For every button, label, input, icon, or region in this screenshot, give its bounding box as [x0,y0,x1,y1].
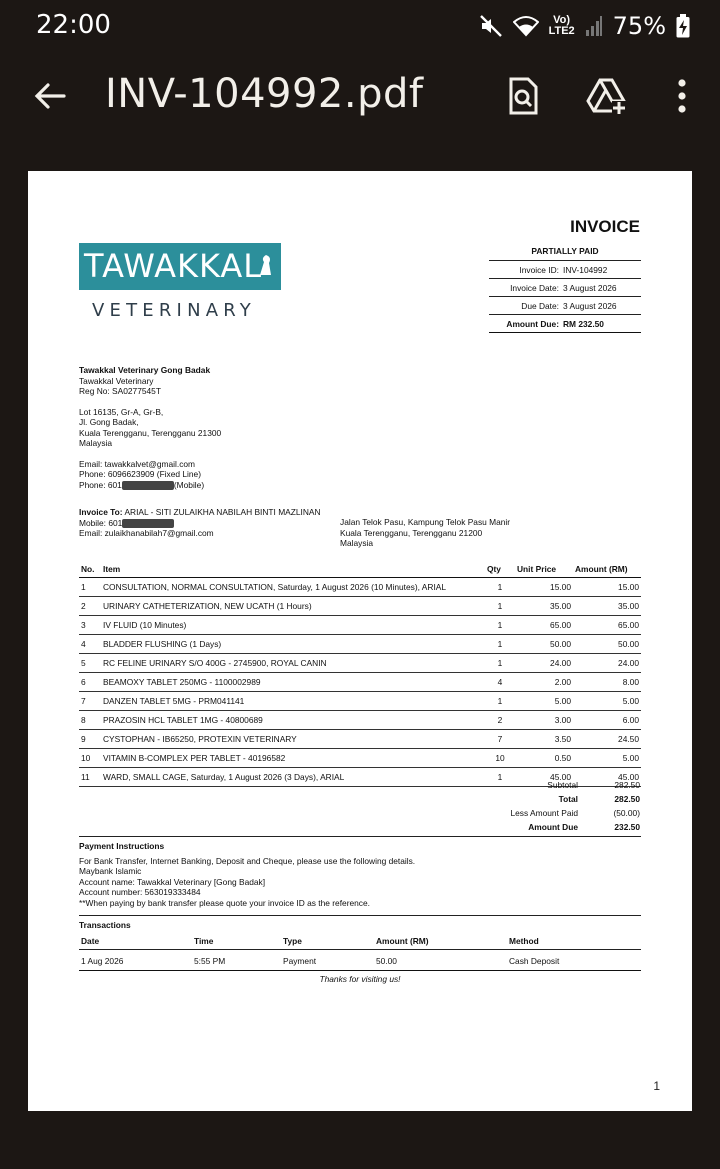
divider [79,915,641,916]
cell-no: 7 [79,692,101,711]
app-bar [0,56,720,136]
document-title: INV-104992.pdf [105,71,424,117]
transaction-row: 1 Aug 2026 5:55 PM Payment 50.00 Cash Deposit [79,950,641,971]
status-time: 22:00 [36,10,111,40]
add-to-drive-icon[interactable] [584,74,628,118]
battery-charging-icon [676,14,690,38]
transactions-header: Date Time Type Amount (RM) Method [79,933,641,950]
bird-icon [257,253,275,277]
clinic-phone-fixed: Phone: 6096623909 (Fixed Line) [79,469,201,479]
cell-item: CONSULTATION, NORMAL CONSULTATION, Saturday, 1 August 2026 (10 Minutes), ARIAL [101,578,485,597]
bill-to: Invoice To: ARIAL - SITI ZULAIKHA NABILAH BINTI MAZLINAN Mobile: 601 Email: zulaikhanabilah7@gmail.com [79,507,321,538]
customer-address: Jalan Telok Pasu, Kampung Telok Pasu Manir Kuala Terengganu, Terengganu 21200 Malaysia [340,517,511,548]
cell-amount: 5.00 [573,749,641,768]
back-arrow-icon[interactable] [30,76,70,116]
cell-no: 9 [79,730,101,749]
more-options-icon[interactable] [660,74,704,118]
items-header: No. Item Qty Unit Price Amount (RM) [79,560,641,578]
cell-no: 3 [79,616,101,635]
summary-row: Invoice ID: INV-104992 [489,261,641,279]
status-icons [479,12,690,40]
cell-no: 10 [79,749,101,768]
cell-unit: 35.00 [515,597,573,616]
cell-item: PRAZOSIN HCL TABLET 1MG - 40800689 [101,711,485,730]
cell-unit: 2.00 [515,673,573,692]
table-row [79,692,641,711]
cell-qty: 1 [485,578,515,597]
cell-qty: 1 [485,616,515,635]
cell-item: CYSTOPHAN - IB65250, PROTEXIN VETERINARY [101,730,485,749]
cell-qty: 4 [485,673,515,692]
table-row [79,616,641,635]
cell-item: BEAMOXY TABLET 250MG - 1100002989 [101,673,485,692]
cell-qty: 1 [485,635,515,654]
cell-item: RC FELINE URINARY S/O 400G - 2745900, ROYAL CANIN [101,654,485,673]
cell-no: 4 [79,635,101,654]
cell-qty: 1 [485,768,515,787]
cell-unit: 50.00 [515,635,573,654]
cell-item: WARD, SMALL CAGE, Saturday, 1 August 2026 (3 Days), ARIAL [101,768,485,787]
cell-amount: 45.00 [573,768,641,787]
cell-no: 5 [79,654,101,673]
table-row [79,654,641,673]
transactions-table [79,933,641,971]
cell-qty: 1 [485,692,515,711]
pdf-page [28,171,692,1111]
cell-amount: 65.00 [573,616,641,635]
summary-row-amount-due: Amount Due: RM 232.50 [489,315,641,333]
cell-amount: 24.50 [573,730,641,749]
wifi-icon [513,15,539,37]
divider [79,836,641,837]
table-row [79,597,641,616]
table-row [79,749,641,768]
cell-unit: 24.00 [515,654,573,673]
cell-unit: 3.00 [515,711,573,730]
signal-icon [585,16,603,36]
mute-icon [479,14,503,38]
table-row [79,711,641,730]
cell-no: 6 [79,673,101,692]
cell-amount: 35.00 [573,597,641,616]
cell-no: 2 [79,597,101,616]
find-in-document-icon[interactable] [500,74,544,118]
totals-row: Total 282.50 [558,794,640,804]
payment-status: PARTIALLY PAID [489,246,641,261]
cell-qty: 1 [485,597,515,616]
cell-qty: 1 [485,654,515,673]
cell-unit: 5.00 [515,692,573,711]
cell-qty: 7 [485,730,515,749]
cell-amount: 15.00 [573,578,641,597]
cell-item: URINARY CATHETERIZATION, NEW UCATH (1 Hours) [101,597,485,616]
cell-amount: 50.00 [573,635,641,654]
transactions-heading: Transactions [79,920,131,930]
cell-unit: 45.00 [515,768,573,787]
cell-amount: 8.00 [573,673,641,692]
totals-row: Amount Due 232.50 [528,822,640,832]
cell-qty: 2 [485,711,515,730]
clinic-logo: TAWAKKAL [79,243,281,290]
totals [408,778,640,834]
invoice-heading: INVOICE [570,217,640,236]
invoice-summary [489,246,641,333]
cell-no: 8 [79,711,101,730]
totals-row: Less Amount Paid (50.00) [510,808,640,818]
table-row [79,578,641,597]
redacted-block [122,519,174,528]
clinic-info: Tawakkal Veterinary Gong Badak Tawakkal Veterinary Reg No: SA0277545T Lot 16135, Gr-A, Gr-B, Jl. Gong Badak, Kuala Terengganu, Terengganu 21300 Malaysia Email: tawakkalvet@gmail.com Phone: 6096623909 (Fixed Line) Phone: 601 (Mobile) [79,365,222,490]
customer-name: ARIAL - SITI ZULAIKHA NABILAH BINTI MAZLINAN [122,507,321,517]
table-row [79,673,641,692]
payment-instructions: Payment Instructions For Bank Transfer, Internet Banking, Deposit and Cheque, please use the following details. Maybank Islamic Account name: Tawakkal Veterinary [Gong Badak] Account number: 563019333484 **When paying by bank transfer please quote your invoice ID as the reference. [79,841,416,908]
cell-amount: 24.00 [573,654,641,673]
cell-no: 1 [79,578,101,597]
cell-item: IV FLUID (10 Minutes) [101,616,485,635]
page-number: 1 [653,1079,660,1093]
summary-row: Due Date: 3 August 2026 [489,297,641,315]
clinic-email: Email: tawakkalvet@gmail.com [79,458,196,469]
table-row [79,635,641,654]
customer-email: Email: zulaikhanabilah7@gmail.com [79,528,214,538]
cell-item: VITAMIN B-COMPLEX PER TABLET - 40196582 [101,749,485,768]
cell-unit: 0.50 [515,749,573,768]
cell-no: 11 [79,768,101,787]
battery-percent: 75% [612,12,666,40]
cell-item: BLADDER FLUSHING (1 Days) [101,635,485,654]
redacted-block [122,481,174,490]
status-bar [0,0,720,56]
cell-item: DANZEN TABLET 5MG - PRM041141 [101,692,485,711]
cell-unit: 3.50 [515,730,573,749]
cell-unit: 65.00 [515,616,573,635]
totals-row: Subtotal 282.50 [547,780,640,790]
clinic-logo-subtitle: VETERINARY [92,300,256,321]
summary-row: Invoice Date: 3 August 2026 [489,279,641,297]
cell-unit: 15.00 [515,578,573,597]
cell-amount: 5.00 [573,692,641,711]
clinic-phone-mobile: Phone: 601 (Mobile) [79,479,205,490]
items-table [79,560,641,787]
table-row [79,730,641,749]
cell-qty: 10 [485,749,515,768]
thanks-note: Thanks for visiting us! [319,974,401,984]
cell-amount: 6.00 [573,711,641,730]
network-label: Vo) LTE2 [548,14,575,37]
